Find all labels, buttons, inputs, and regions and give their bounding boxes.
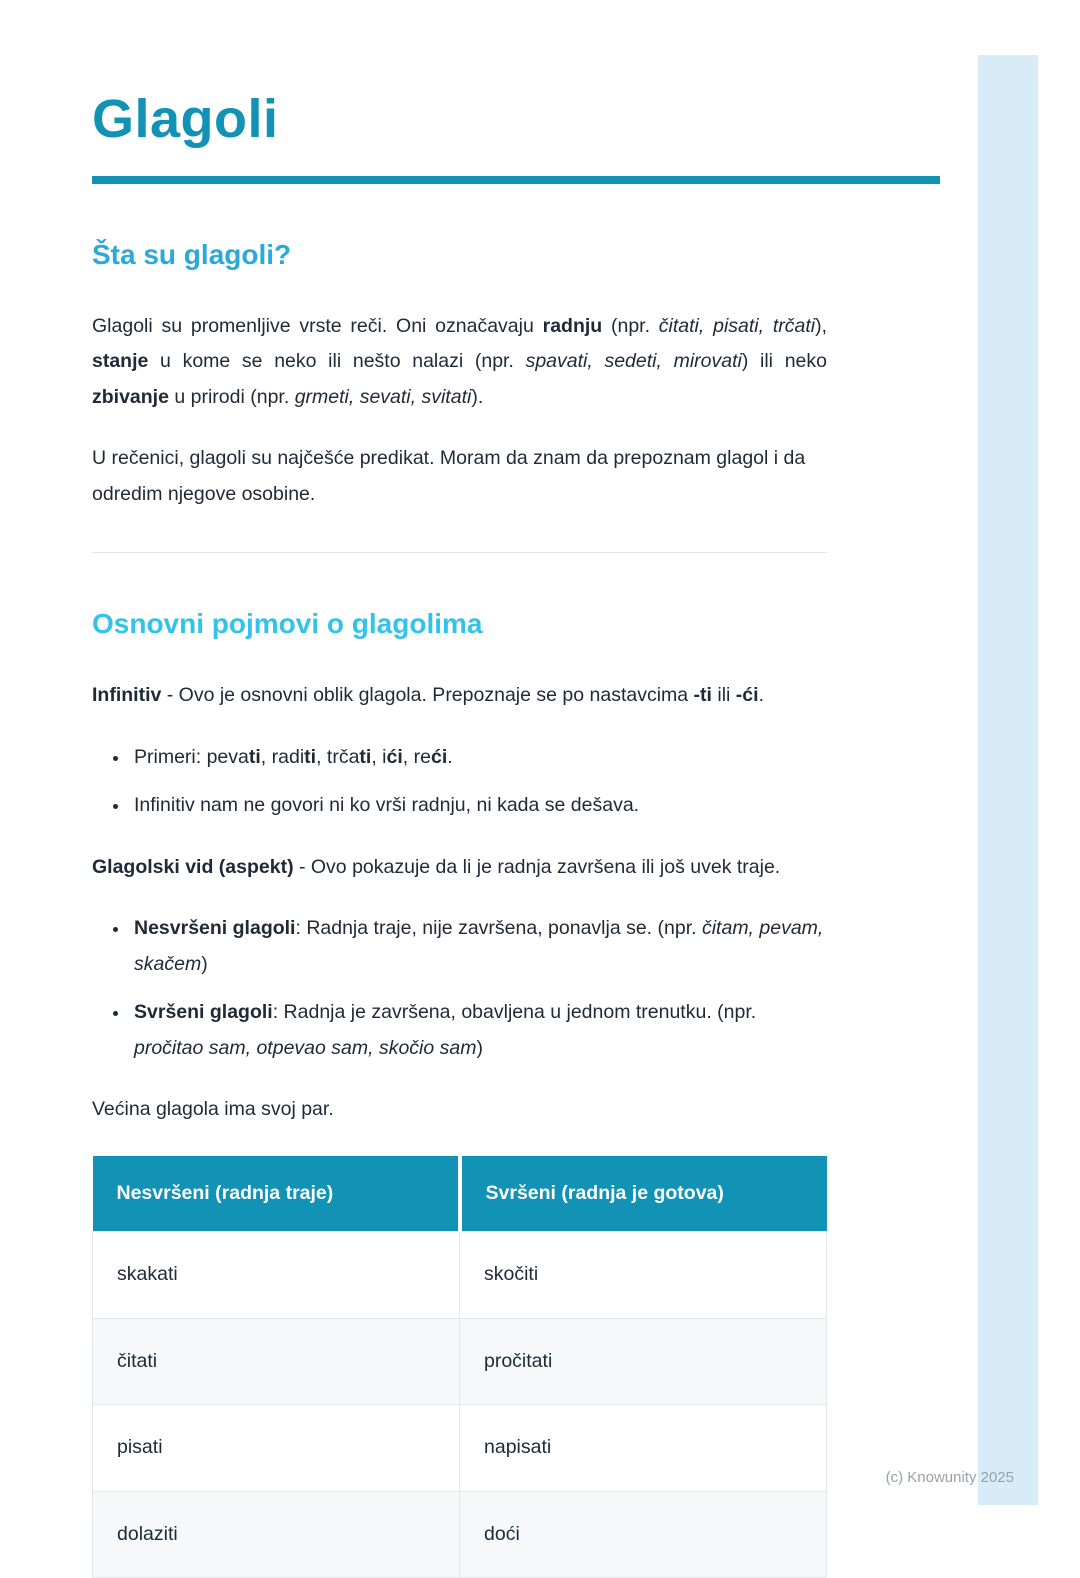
right-margin-strip [978, 55, 1038, 1505]
verb-pairs-table [92, 1156, 827, 1578]
table-header-nesvrseni: Nesvršeni (radnja traje) [93, 1156, 460, 1232]
list-item-infinitiv-note: • Infinitiv nam ne govori ni ko vrši radnju, ni kada se dešava. [130, 788, 827, 823]
table-row [93, 1232, 827, 1318]
table-cell: čitati [93, 1318, 460, 1404]
text-column [92, 230, 827, 1578]
table-cell: pročitati [460, 1318, 827, 1404]
section-heading-sta-su-glagoli: Šta su glagoli? [92, 239, 292, 270]
paragraph-predikat: U rečenici, glagoli su najčešće predikat. Moram da znam da prepoznam glagol i da odredim njegove osobine. [92, 447, 806, 505]
table-cell: dolaziti [93, 1491, 460, 1577]
table-row [93, 1491, 827, 1577]
paragraph-definition: Glagoli su promenljive vrste reči. Oni označavaju radnju (npr. čitati, pisati, trčati), stanje u kome se neko ili nešto nalazi (npr. spavati, sedeti, mirovati) ili neko zbivanje u prirodi (npr. grmeti, sevati, svitati). [92, 314, 827, 408]
verb-pairs-table-body [93, 1232, 827, 1578]
table-cell: doći [460, 1491, 827, 1577]
paragraph-par: Većina glagola ima svoj par. [92, 1098, 334, 1121]
table-cell: pisati [93, 1405, 460, 1491]
section-heading-osnovni-pojmovi: Osnovni pojmovi o glagolima [92, 608, 483, 640]
table-header-row [93, 1156, 827, 1232]
list-item-primeri: • Primeri: pevati, raditi, trčati, ići, reći. [130, 740, 827, 775]
bullet-list-vid [92, 911, 827, 1066]
list-item-svrseni: • Svršeni glagoli: Radnja je završena, obavljena u jednom trenutku. (npr. pročitao sam, otpevao sam, skočio sam) [130, 995, 827, 1066]
bullet-list-infinitiv [92, 740, 827, 824]
table-header-svrseni: Svršeni (radnja je gotova) [460, 1156, 827, 1232]
table-cell: skočiti [460, 1232, 827, 1318]
page-title: Glagoli [92, 89, 279, 149]
table-row [93, 1318, 827, 1404]
table-cell: napisati [460, 1405, 827, 1491]
table-row [93, 1405, 827, 1491]
section-divider [92, 552, 827, 553]
title-underline-bar [92, 176, 940, 184]
list-item-nesvrseni: • Nesvršeni glagoli: Radnja traje, nije završena, ponavlja se. (npr. čitam, pevam, skačem) [130, 911, 827, 982]
copyright-footer: (c) Knowunity 2025 [885, 1469, 1014, 1486]
paragraph-infinitiv: Infinitiv - Ovo je osnovni oblik glagola. Prepoznaje se po nastavcima -ti ili -ći. [92, 684, 764, 707]
verb-pairs-table-head [93, 1156, 827, 1232]
document-content [92, 0, 940, 1578]
paragraph-glagolski-vid: Glagolski vid (aspekt) - Ovo pokazuje da li je radnja završena ili još uvek traje. [92, 855, 781, 878]
table-cell: skakati [93, 1232, 460, 1318]
